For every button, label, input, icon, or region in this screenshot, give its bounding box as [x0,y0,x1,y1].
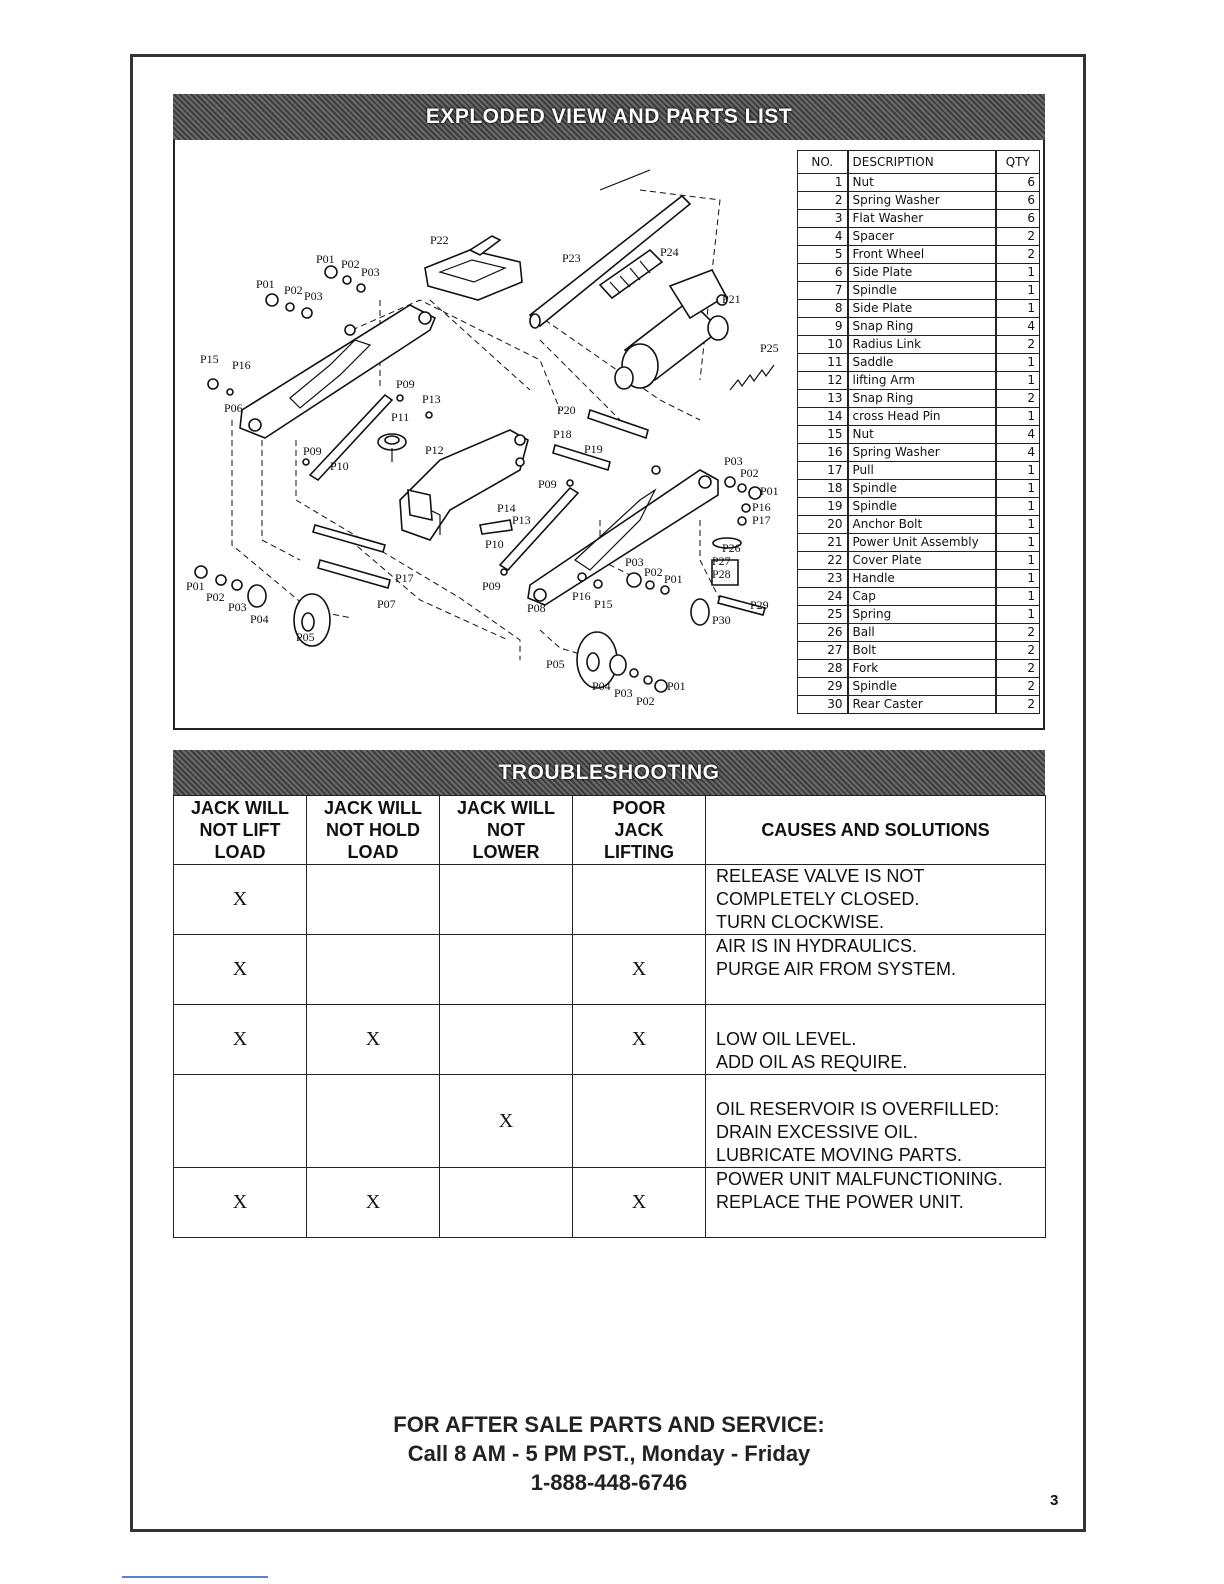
table-row [798,246,1040,264]
table-row [798,444,1040,462]
header-poor-lifting: POOR JACK LIFTING [573,796,706,865]
table-row [798,390,1040,408]
label-p01f: P01 [667,679,686,693]
table-row [798,534,1040,552]
troubleshooting-title: TROUBLESHOOTING [498,761,720,784]
label-p04a: P04 [250,612,269,626]
table-row [798,678,1040,696]
table-row [798,426,1040,444]
table-row [798,570,1040,588]
part-no-cell: 25 [798,606,848,624]
symptom-mark-cell [573,1075,706,1168]
part-description-cell: Spring [848,606,996,624]
label-p05b: P05 [546,657,565,671]
part-description-cell: Pull [848,462,996,480]
part-no-cell: 3 [798,210,848,228]
label-p16b: P16 [752,500,771,514]
part-no-cell: 16 [798,444,848,462]
label-p15a: P15 [200,352,219,366]
part-no-cell: 1 [798,174,848,192]
label-p30: P30 [712,613,731,627]
troubleshooting-body [174,865,1046,1238]
cause-line: TURN CLOCKWISE. [716,912,885,932]
footer-heading: FOR AFTER SALE PARTS AND SERVICE: [393,1412,825,1437]
parts-list-table [797,150,1040,714]
table-row [174,1075,1046,1168]
part-description-cell: Nut [848,426,996,444]
cause-line: RELEASE VALVE IS NOT [716,866,925,886]
part-description-cell: Fork [848,660,996,678]
part-qty-cell: 2 [996,390,1040,408]
label-p13b: P13 [512,513,531,527]
label-p03c: P03 [724,454,743,468]
table-row [798,624,1040,642]
part-description-cell: Bolt [848,642,996,660]
cause-line: REPLACE THE POWER UNIT. [716,1192,964,1212]
cause-solution-cell [706,1168,1046,1238]
table-row [798,264,1040,282]
part-no-cell: 2 [798,192,848,210]
table-row [798,498,1040,516]
part-no-cell: 4 [798,228,848,246]
cause-line: POWER UNIT MALFUNCTIONING. [716,1169,1003,1189]
page-number: 3 [1050,1492,1059,1509]
table-row [798,480,1040,498]
cause-line [716,1005,1035,1028]
table-row [798,462,1040,480]
part-qty-cell: 1 [996,264,1040,282]
part-description-cell: Front Wheel [848,246,996,264]
blue-underline-mark [122,1576,268,1578]
troubleshooting-table [173,795,1046,1238]
label-p17a: P17 [395,571,414,585]
footer-hours: Call 8 AM - 5 PM PST., Monday - Friday [407,1441,811,1466]
label-p03f: P03 [614,686,633,700]
parts-header-qty: QTY [996,151,1040,174]
label-p15b: P15 [594,597,613,611]
part-description-cell: lifting Arm [848,372,996,390]
part-no-cell: 29 [798,678,848,696]
part-qty-cell: 1 [996,462,1040,480]
symptom-mark-cell: X [174,1005,307,1075]
part-qty-cell: 1 [996,498,1040,516]
part-description-cell: Spindle [848,282,996,300]
part-qty-cell: 1 [996,480,1040,498]
cause-solution-cell [706,865,1046,935]
part-no-cell: 13 [798,390,848,408]
symptom-mark-cell [440,1005,573,1075]
part-qty-cell: 2 [996,228,1040,246]
part-description-cell: Side Plate [848,264,996,282]
label-p09b: P09 [303,444,322,458]
cause-solution-cell [706,1075,1046,1168]
label-p01c: P01 [760,484,779,498]
label-p07: P07 [377,597,396,611]
parts-table-header [798,151,1040,174]
part-no-cell: 30 [798,696,848,714]
part-description-cell: Anchor Bolt [848,516,996,534]
header-causes-solutions: CAUSES AND SOLUTIONS [706,796,1046,865]
label-p14: P14 [497,501,516,515]
part-no-cell: 22 [798,552,848,570]
header-not-lower: JACK WILL NOT LOWER [440,796,573,865]
symptom-mark-cell: X [307,1005,440,1075]
cause-line: OIL RESERVOIR IS OVERFILLED: [716,1099,1000,1119]
label-p06: P06 [224,401,243,415]
symptom-mark-cell [440,1168,573,1238]
service-footer [173,1410,1045,1497]
label-p10b: P10 [485,537,504,551]
label-p03a: P03 [361,265,380,279]
cause-line: PURGE AIR FROM SYSTEM. [716,959,957,979]
cause-solution-cell [706,1005,1046,1075]
part-no-cell: 21 [798,534,848,552]
troubleshooting-header [173,750,1045,796]
label-p02f: P02 [636,694,655,708]
table-row [798,516,1040,534]
part-qty-cell: 1 [996,516,1040,534]
symptom-mark-cell: X [174,1168,307,1238]
part-description-cell: Cover Plate [848,552,996,570]
part-description-cell: Spindle [848,498,996,516]
part-qty-cell: 6 [996,174,1040,192]
symptom-mark-cell [307,935,440,1005]
cause-solution-cell [706,935,1046,1005]
part-description-cell: Radius Link [848,336,996,354]
part-qty-cell: 1 [996,372,1040,390]
part-qty-cell: 1 [996,552,1040,570]
part-no-cell: 12 [798,372,848,390]
cause-line: DRAIN EXCESSIVE OIL. [716,1122,919,1142]
label-p16c: P16 [572,589,591,603]
part-description-cell: Spacer [848,228,996,246]
label-p27: P27 [712,554,731,568]
label-p18: P18 [553,427,572,441]
label-p01e: P01 [664,572,683,586]
parts-header-description: DESCRIPTION [848,151,996,174]
part-description-cell: Flat Washer [848,210,996,228]
part-qty-cell: 1 [996,300,1040,318]
part-qty-cell: 2 [996,336,1040,354]
table-row [798,696,1040,714]
cause-line: COMPLETELY CLOSED. [716,889,920,909]
part-no-cell: 10 [798,336,848,354]
symptom-mark-cell: X [174,865,307,935]
cause-line: LOW OIL LEVEL. [716,1029,857,1049]
label-p12: P12 [425,443,444,457]
part-no-cell: 11 [798,354,848,372]
part-no-cell: 6 [798,264,848,282]
part-qty-cell: 4 [996,444,1040,462]
part-qty-cell: 4 [996,318,1040,336]
part-description-cell: Spring Washer [848,444,996,462]
part-description-cell: Handle [848,570,996,588]
label-p09c: P09 [538,477,557,491]
table-row [174,1168,1046,1238]
table-row [174,865,1046,935]
table-row [798,606,1040,624]
symptom-mark-cell [440,935,573,1005]
symptom-mark-cell: X [174,935,307,1005]
part-description-cell: Side Plate [848,300,996,318]
part-no-cell: 17 [798,462,848,480]
cause-line: LUBRICATE MOVING PARTS. [716,1145,963,1165]
label-p09d: P09 [482,579,501,593]
label-p03b: P03 [304,289,323,303]
cause-line: AIR IS IN HYDRAULICS. [716,936,918,956]
part-no-cell: 26 [798,624,848,642]
part-no-cell: 5 [798,246,848,264]
label-p03e: P03 [625,555,644,569]
spring-part [730,365,774,390]
label-p02b: P02 [284,283,303,297]
saddle-part [378,434,406,462]
part-description-cell: Snap Ring [848,318,996,336]
label-p04b: P04 [592,679,611,693]
label-p02e: P02 [644,565,663,579]
part-qty-cell: 6 [996,210,1040,228]
table-row [174,935,1046,1005]
part-no-cell: 9 [798,318,848,336]
part-description-cell: Nut [848,174,996,192]
cause-line: ADD OIL AS REQUIRE. [716,1052,908,1072]
part-no-cell: 8 [798,300,848,318]
part-description-cell: Spring Washer [848,192,996,210]
parts-table-body [798,174,1040,714]
part-qty-cell: 1 [996,534,1040,552]
part-no-cell: 14 [798,408,848,426]
table-row [798,300,1040,318]
table-row [798,408,1040,426]
part-no-cell: 23 [798,570,848,588]
symptom-mark-cell [440,865,573,935]
symptom-mark-cell [307,1075,440,1168]
part-qty-cell: 1 [996,606,1040,624]
symptom-mark-cell: X [573,935,706,1005]
parts-header-no: NO. [798,151,848,174]
label-p05a: P05 [296,630,315,644]
part-qty-cell: 2 [996,642,1040,660]
label-p10a: P10 [330,459,349,473]
label-p13a: P13 [422,392,441,406]
footer-phone: 1-888-448-6746 [530,1470,688,1495]
troubleshooting-header-row [174,796,1046,865]
part-description-cell: Power Unit Assembly [848,534,996,552]
part-no-cell: 19 [798,498,848,516]
symptom-mark-cell: X [307,1168,440,1238]
part-description-cell: Spindle [848,480,996,498]
label-p01b: P01 [256,277,275,291]
label-p23: P23 [562,251,581,265]
symptom-mark-cell [307,865,440,935]
exploded-view-header [173,94,1045,140]
part-no-cell: 15 [798,426,848,444]
table-row [798,372,1040,390]
header-not-lift: JACK WILL NOT LIFT LOAD [174,796,307,865]
part-qty-cell: 2 [996,678,1040,696]
label-p02d: P02 [206,590,225,604]
table-row [798,282,1040,300]
table-row [798,660,1040,678]
part-qty-cell: 1 [996,570,1040,588]
label-p09a: P09 [396,377,415,391]
symptom-mark-cell [573,865,706,935]
part-description-cell: cross Head Pin [848,408,996,426]
header-not-hold: JACK WILL NOT HOLD LOAD [307,796,440,865]
symptom-mark-cell [174,1075,307,1168]
label-p22: P22 [430,233,449,247]
part-qty-cell: 1 [996,408,1040,426]
part-qty-cell: 2 [996,696,1040,714]
part-qty-cell: 2 [996,624,1040,642]
table-row [798,228,1040,246]
part-no-cell: 28 [798,660,848,678]
table-row [798,588,1040,606]
table-row [798,210,1040,228]
table-row [798,174,1040,192]
label-p02a: P02 [341,257,360,271]
part-no-cell: 7 [798,282,848,300]
part-qty-cell: 6 [996,192,1040,210]
part-qty-cell: 1 [996,282,1040,300]
part-description-cell: Rear Caster [848,696,996,714]
table-row [798,354,1040,372]
part-description-cell: Saddle [848,354,996,372]
part-description-cell: Cap [848,588,996,606]
label-p11: P11 [391,410,410,424]
part-description-cell: Snap Ring [848,390,996,408]
part-no-cell: 18 [798,480,848,498]
symptom-mark-cell: X [440,1075,573,1168]
part-no-cell: 24 [798,588,848,606]
label-p28: P28 [712,567,731,581]
exploded-view-title: EXPLODED VIEW AND PARTS LIST [425,105,793,128]
front-wheel-parts [294,594,617,688]
label-p16a: P16 [232,358,251,372]
part-no-cell: 20 [798,516,848,534]
table-row [174,1005,1046,1075]
label-p02c: P02 [740,466,759,480]
label-p17b: P17 [752,513,771,527]
label-p01a: P01 [316,252,335,266]
label-p03d: P03 [228,600,247,614]
label-p19: P19 [584,442,603,456]
label-p26: P26 [722,541,741,555]
table-row [798,642,1040,660]
symptom-mark-cell: X [573,1005,706,1075]
table-row [798,192,1040,210]
part-qty-cell: 1 [996,588,1040,606]
cause-line [716,1075,1035,1098]
part-description-cell: Ball [848,624,996,642]
label-p01d: P01 [186,579,205,593]
part-no-cell: 27 [798,642,848,660]
part-description-cell: Spindle [848,678,996,696]
label-p20: P20 [557,403,576,417]
label-p08: P08 [527,601,546,615]
label-p29: P29 [750,598,769,612]
part-qty-cell: 4 [996,426,1040,444]
exploded-view-diagram [176,142,792,726]
symptom-mark-cell: X [573,1168,706,1238]
power-unit-part [615,270,728,389]
label-p21: P21 [722,292,741,306]
table-row [798,318,1040,336]
label-p24: P24 [660,245,679,259]
table-row [798,336,1040,354]
table-row [798,552,1040,570]
part-qty-cell: 1 [996,354,1040,372]
part-qty-cell: 2 [996,660,1040,678]
label-p25: P25 [760,341,779,355]
part-qty-cell: 2 [996,246,1040,264]
